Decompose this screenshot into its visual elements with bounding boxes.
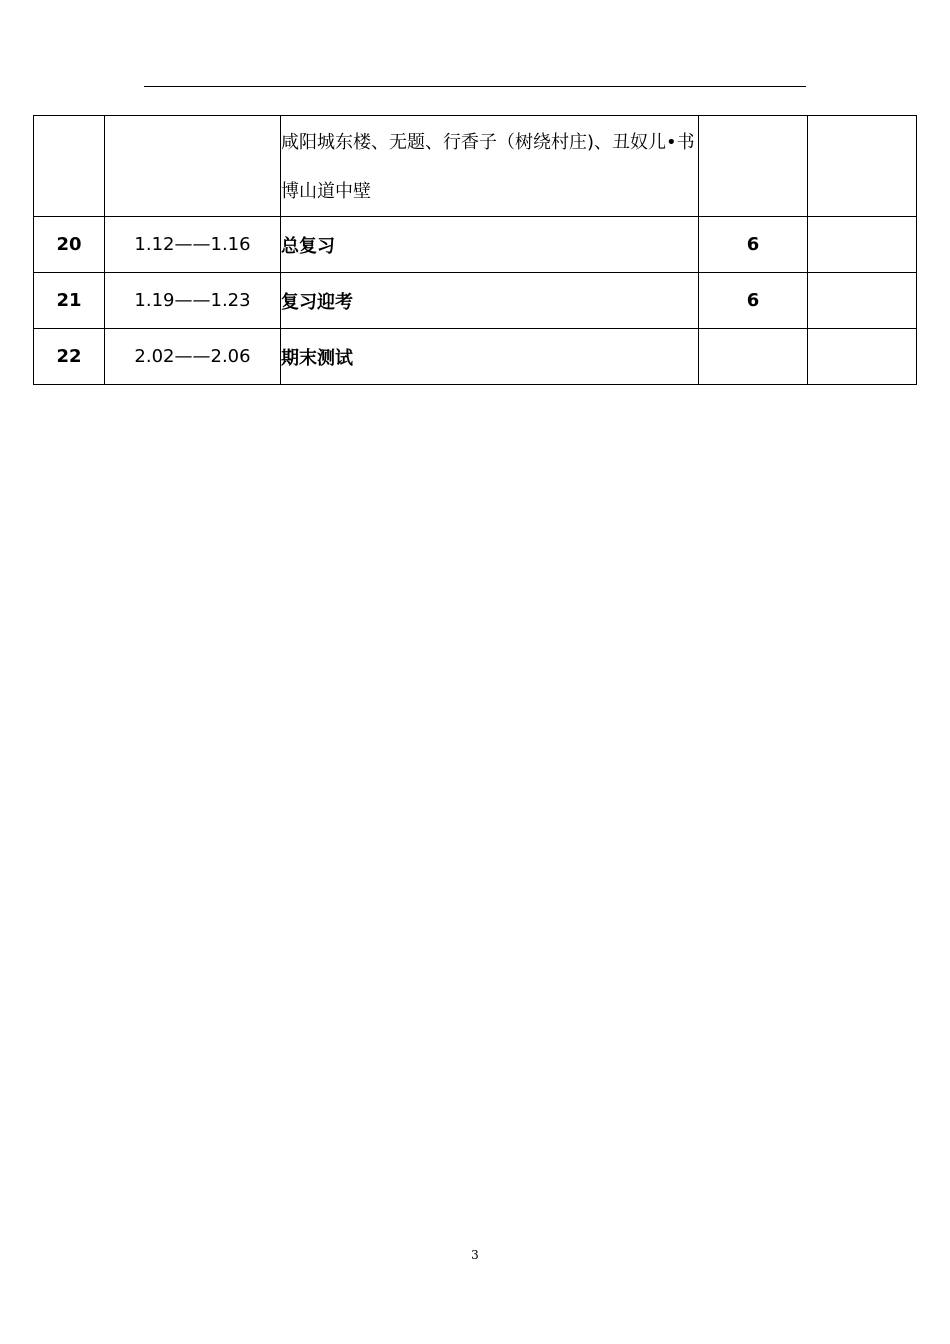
week-cell bbox=[34, 116, 105, 217]
date-cell bbox=[105, 116, 281, 217]
date-cell: 2.02——2.06 bbox=[105, 329, 281, 385]
note-cell bbox=[808, 329, 917, 385]
content-cell: 期末测试 bbox=[281, 329, 699, 385]
week-cell: 22 bbox=[34, 329, 105, 385]
hours-cell: 6 bbox=[699, 273, 808, 329]
page-number: 3 bbox=[471, 1248, 479, 1262]
hours-cell: 6 bbox=[699, 217, 808, 273]
table-row bbox=[34, 273, 917, 329]
note-cell bbox=[808, 217, 917, 273]
table-row bbox=[34, 217, 917, 273]
hours-cell bbox=[699, 329, 808, 385]
content-cell: 咸阳城东楼、无题、行香子（树绕村庄)、丑奴儿•书博山道中壁 bbox=[281, 116, 699, 217]
hours-cell bbox=[699, 116, 808, 217]
content-cell: 复习迎考 bbox=[281, 273, 699, 329]
header-rule bbox=[144, 86, 806, 87]
note-cell bbox=[808, 116, 917, 217]
date-cell: 1.19——1.23 bbox=[105, 273, 281, 329]
date-cell: 1.12——1.16 bbox=[105, 217, 281, 273]
table-row bbox=[34, 329, 917, 385]
schedule-table bbox=[33, 115, 917, 385]
week-cell: 21 bbox=[34, 273, 105, 329]
note-cell bbox=[808, 273, 917, 329]
content-cell: 总复习 bbox=[281, 217, 699, 273]
week-cell: 20 bbox=[34, 217, 105, 273]
table-row bbox=[34, 116, 917, 217]
